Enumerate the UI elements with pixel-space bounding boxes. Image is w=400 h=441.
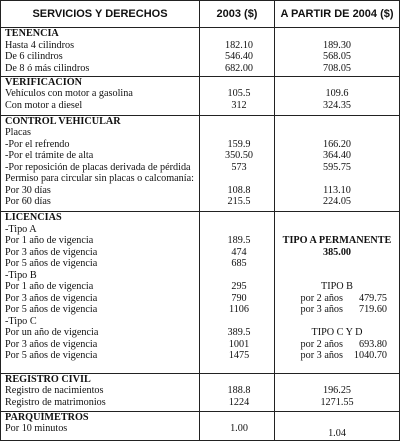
value-2004: 1.04 — [328, 427, 346, 439]
licencias-2003 — [200, 212, 275, 373]
row-label: Por 10 minutos — [5, 423, 68, 435]
verificacion-labels — [1, 76, 200, 115]
row-label: -Tipo A — [5, 223, 37, 235]
row-label: Por 5 años de vigencia — [5, 258, 98, 270]
tipo-a-permanente-price: 385.00 — [322, 246, 351, 258]
value-2003: 1224 — [228, 396, 250, 408]
row-label: Registro de nacimientos — [5, 385, 104, 397]
value-2004: 109.6 — [325, 88, 349, 100]
value-2003: 1.00 — [230, 423, 248, 435]
row-label: Por 5 años de vigencia — [5, 304, 98, 316]
section-verificacion — [1, 76, 400, 115]
section-parquimetros — [1, 411, 400, 440]
section-title: VERIFICACIÓN — [5, 76, 82, 88]
value-2004: 113.10 — [323, 184, 351, 196]
row-label: De 6 cilindros — [5, 51, 63, 62]
row-label: Por 3 años de vigencia — [5, 292, 98, 304]
tipo-b-price-row — [275, 293, 399, 305]
row-label: Por 30 días — [5, 184, 51, 196]
value-2003: 685 — [231, 258, 247, 270]
value-2003: 159.9 — [227, 138, 251, 150]
value-2003: 573 — [231, 161, 247, 173]
section-control-vehicular — [1, 115, 400, 211]
value-2004: 568.05 — [322, 51, 351, 62]
value-2004: 166.20 — [322, 138, 351, 150]
row-label: Permiso para circular sin placas o calcomanía: — [5, 173, 194, 185]
section-title: PARQUÍMETROS — [5, 411, 89, 423]
row-label: Con motor a diesel — [5, 99, 83, 111]
parquimetros-labels — [1, 411, 200, 440]
row-label: De 8 ó más cilindros — [5, 62, 90, 74]
tenencia-2004 — [275, 28, 400, 77]
term-amount: 1040.70 — [353, 350, 387, 362]
value-2003: 105.5 — [227, 88, 251, 100]
value-2003: 1475 — [228, 350, 250, 362]
term-amount: 693.80 — [358, 338, 387, 350]
section-title: REGISTRO CIVIL — [5, 373, 91, 385]
tenencia-labels — [1, 28, 200, 77]
section-title: LICENCIAS — [5, 212, 62, 224]
value-2003: 474 — [231, 246, 247, 258]
value-2004: 189.30 — [322, 39, 351, 51]
value-2003: 790 — [231, 292, 247, 304]
section-title: CONTROL VEHICULAR — [5, 115, 121, 127]
value-2004: 708.05 — [322, 62, 351, 74]
tipo-b-price-row — [275, 304, 399, 316]
verificacion-2003 — [200, 76, 275, 115]
header-2004: A PARTIR DE 2004 ($) — [275, 1, 400, 28]
value-2003: 215.5 — [227, 196, 251, 208]
value-2004: 1271.55 — [320, 396, 354, 408]
row-label: Vehículos con motor a gasolina — [5, 88, 133, 100]
row-label: Por 1 año de vigencia — [5, 235, 94, 247]
value-2004: 196.25 — [322, 385, 351, 397]
value-2003: 389.5 — [227, 327, 251, 339]
header-2003: 2003 ($) — [200, 1, 275, 28]
row-label: Por 3 años de vigencia — [5, 246, 98, 258]
row-label: Registro de matrimonios — [5, 396, 106, 408]
value-2003: 1106 — [229, 304, 249, 316]
row-label: -Por el refrendo — [5, 138, 70, 150]
licencias-labels — [1, 212, 200, 373]
term-label: por 3 años — [300, 350, 343, 362]
section-licencias — [1, 212, 400, 373]
registro-labels — [1, 373, 200, 411]
header-row — [1, 1, 400, 28]
tipo-c-d-price-row — [275, 339, 399, 351]
value-2004: 324.35 — [322, 99, 351, 111]
row-label: -Por el trámite de alta — [5, 150, 94, 162]
row-label: Por 60 días — [5, 196, 51, 208]
parquimetros-2003 — [200, 411, 275, 440]
header-services: SERVICIOS Y DERECHOS — [1, 1, 200, 28]
row-label: -Por reposición de placas derivada de pérdida — [5, 161, 191, 173]
value-2003: 108.8 — [227, 184, 251, 196]
value-2003: 1001 — [228, 338, 250, 350]
tipo-b-title: TIPO B — [321, 281, 353, 293]
row-label: Hasta 4 cilindros — [5, 39, 75, 51]
spacer — [275, 412, 399, 429]
licencias-2004 — [275, 212, 400, 373]
value-2003: 682.00 — [224, 62, 253, 74]
row-label: Por 5 años de vigencia — [5, 350, 98, 362]
term-amount: 719.60 — [358, 304, 387, 316]
row-label: -Tipo B — [5, 269, 37, 281]
row-label: Por 1 año de vigencia — [5, 281, 94, 293]
value-2003: 546.40 — [224, 51, 253, 62]
tipo-c-d-price-row — [275, 350, 399, 362]
value-2004: 224.05 — [322, 196, 351, 208]
value-2003: 295 — [231, 281, 247, 293]
value-2003: 188.8 — [227, 385, 251, 397]
tipo-c-d-title: TIPO C Y D — [311, 327, 363, 339]
term-label: por 3 años — [300, 304, 343, 316]
parquimetros-2004 — [275, 411, 400, 440]
control-labels — [1, 115, 200, 211]
value-2004: 595.75 — [322, 161, 351, 173]
term-label: por 2 años — [300, 338, 343, 350]
value-2003: 182.10 — [224, 39, 253, 51]
registro-2003 — [200, 373, 275, 411]
control-2004 — [275, 115, 400, 211]
section-tenencia — [1, 28, 400, 77]
registro-2004 — [275, 373, 400, 411]
value-2003: 189.5 — [227, 235, 251, 247]
control-2003 — [200, 115, 275, 211]
tenencia-2003 — [200, 28, 275, 77]
row-label: Por 3 años de vigencia — [5, 338, 98, 350]
row-label: Por un año de vigencia — [5, 327, 99, 339]
term-amount: 479.75 — [358, 292, 387, 304]
value-2004: 364.40 — [322, 150, 351, 162]
section-registro-civil — [1, 373, 400, 411]
value-2003: 350.50 — [224, 150, 253, 162]
row-label: -Tipo C — [5, 315, 37, 327]
tipo-a-permanente-title: TIPO A PERMANENTE — [282, 235, 392, 247]
verificacion-2004 — [275, 76, 400, 115]
row-label: Placas — [5, 127, 32, 139]
section-title: TENENCIA — [5, 28, 59, 39]
value-2003: 312 — [231, 99, 247, 111]
term-label: por 2 años — [300, 292, 343, 304]
